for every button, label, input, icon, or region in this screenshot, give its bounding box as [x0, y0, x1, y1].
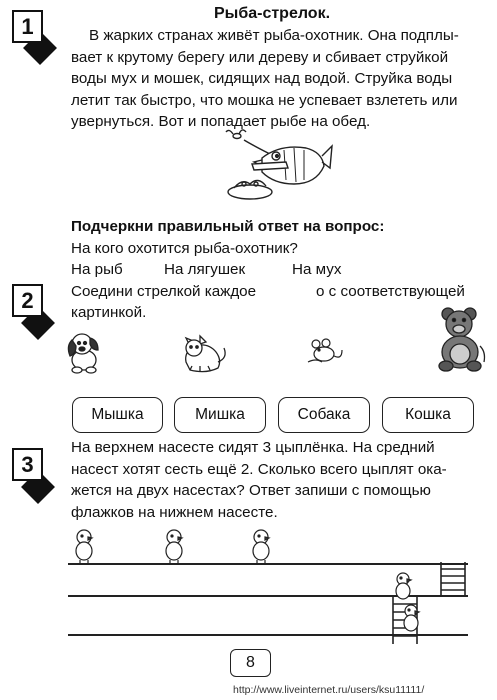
question: На кого охотится рыба-охотник?	[71, 240, 298, 257]
task2-text-b: о с соответствующей	[316, 283, 465, 300]
page-number: 8	[230, 649, 271, 677]
story-line: вает к крутому берегу или дереву и сбивает струйкой	[71, 48, 449, 66]
story-line: летит так быстро, что мошка не успевает взлететь или	[71, 91, 458, 109]
ladder-icon	[438, 562, 468, 596]
chick-icon	[162, 529, 186, 563]
bear-picture[interactable]	[436, 306, 488, 372]
answer-option-flies[interactable]: На мух	[292, 261, 342, 278]
mouse-picture[interactable]	[302, 338, 344, 366]
story-line: воды мух и мошек, сидящих над водой. Струйка воды	[71, 70, 453, 87]
task3-line: флажков на нижнем насесте.	[71, 503, 278, 521]
task3-text	[71, 437, 491, 523]
task3-line: насест хотят сесть ещё 2. Сколько всего цыплят ока-	[71, 460, 447, 478]
word-card-bear[interactable]: Мишка	[174, 397, 266, 433]
story-line: В жарких странах живёт рыба-охотник. Она подплы-	[89, 27, 459, 44]
task3-line: На верхнем насесте сидят 3 цыплёнка. На средний	[71, 439, 435, 456]
task2-text-c: картинкой.	[71, 304, 147, 321]
task-number-3: 3	[12, 448, 43, 481]
puppy-picture[interactable]	[64, 330, 104, 374]
chick-icon	[72, 529, 96, 563]
task3-line: жется на двух насестах? Ответ запиши с помощью	[71, 482, 431, 499]
chick-icon	[249, 529, 273, 563]
top-perch	[68, 563, 468, 565]
story-paragraph	[71, 25, 489, 133]
task-number-1: 1	[12, 10, 43, 43]
climbing-chick-icon	[400, 604, 422, 632]
archer-fish-illustration	[222, 126, 332, 204]
answer-option-fish[interactable]: На рыб	[71, 261, 123, 278]
word-card-cat[interactable]: Кошка	[382, 397, 474, 433]
kitten-picture[interactable]	[180, 332, 228, 374]
story-title: Рыба-стрелок.	[214, 5, 331, 22]
task2-text-a: Соедини стрелкой каждое	[71, 283, 257, 300]
answer-option-frogs[interactable]: На лягушек	[164, 261, 246, 278]
climbing-chick-icon	[392, 572, 414, 600]
word-card-mouse[interactable]: Мышка	[72, 397, 163, 433]
instruction: Подчеркни правильный ответ на вопрос:	[71, 218, 385, 235]
word-card-dog[interactable]: Собака	[278, 397, 370, 433]
task-number-2: 2	[12, 284, 43, 317]
story-line: увернуться. Вот и попадает рыбе на обед.	[71, 113, 371, 130]
footer-url: http://www.liveinternet.ru/users/ksu11111/	[233, 684, 425, 696]
